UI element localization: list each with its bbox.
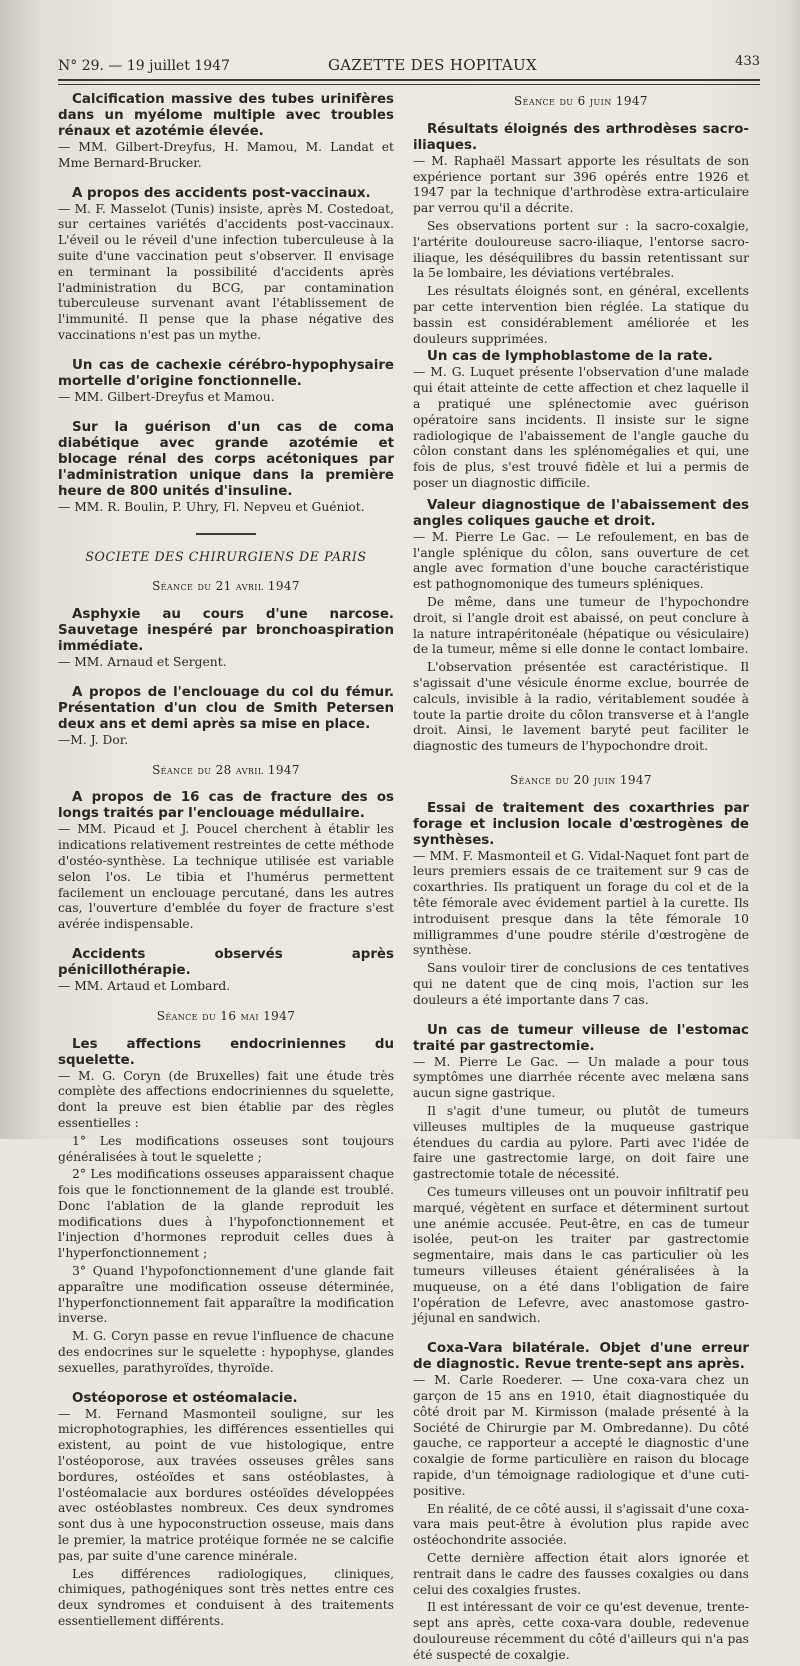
article-title: Sur la guérison d'un cas de coma diabétique avec grande azotémie et blocage rénal des corps acétoniques par l'administration unique dans la première heure de 800 unités d'insuline. [58, 419, 394, 499]
header-rule [58, 79, 760, 81]
article-body: — M. F. Masselot (Tunis) insiste, après M. Costedoat, sur certaines variétés d'accidents post-vaccinaux. L'éveil ou le réveil d'une infection tuberculeuse à la suite d'une vaccination peut s'observer. Il envisage en terminant la possibilité d'accidents après l'administration du BCG, par contamination tuberculeuse survenant avant l'établissement de l'immunité. Il pense que la phase négative des vaccinations n'est pas un mythe. [58, 201, 394, 342]
article-body: — MM. F. Masmonteil et G. Vidal-Naquet font part de leurs premiers essais de ce traitement sur 9 cas de coxarthries. Ils pratiquent un forage du col et de la tête fémorale avec évidement partiel à la curette. Ils introduisent presque dans la tête fémorale 10 milligrammes d'une poudre stérile d'œstrogène de synthèse. [413, 848, 749, 958]
article-authors: — MM. Arnaud et Sergent. [58, 654, 227, 669]
article-title: A propos des accidents post-vaccinaux. [72, 185, 371, 201]
article-title: Les affections endocriniennes du squelette. [58, 1036, 394, 1068]
article-body: — M. G. Coryn (de Bruxelles) fait une étude très complète des affections endocriniennes du squelette, dont la preuve est bien établie par des règles essentielles : [58, 1068, 394, 1130]
article-title: Asphyxie au cours d'une narcose. Sauvetage inespéré par bronchoaspiration immédiate. [58, 606, 394, 654]
journal-title: GAZETTE DES HOPITAUX [328, 56, 537, 74]
article-body: Ces tumeurs villeuses ont un pouvoir infiltratif peu marqué, végètent en surface et déterminent surtout une anémie accusée. Peut-être, en cas de tumeur isolée, peut-on les traiter par gastrectomie segmentaire, mais dans le cas particulier où les tumeurs villeuses étaient généralisées à la muqueuse, on a été dans l'obligation de faire l'opération de Lefevre, avec anastomose gastro-jéjunal en sandwich. [413, 1185, 749, 1326]
page-number: 433 [735, 54, 760, 69]
header-rule-thin [58, 84, 760, 85]
article-body: L'observation présentée est caractéristique. Il s'agissait d'une vésicule énorme exclue, bourrée de calculs, invisible à la radio, véritablement soudée à toute la partie droite du côlon transverse et à l'angle droit. Ainsi, le lavement baryté peut faciliter le diagnostic des tumeurs de l'hypochondre droit. [413, 660, 749, 754]
article-body: — M. Carle Roederer. — Une coxa-vara chez un garçon de 15 ans en 1910, était diagnostiquée du côté droit par M. Kirmisson (malade présenté à la Société de Chirurgie par M. Ombredanne). Du côté gauche, ce rapporteur a accepté le diagnostic d'une coxalgie de forme particulière en raison du blocage rapide, d'un témoignage radiologique et d'une cuti-positive. [413, 1373, 749, 1498]
article-body: — M. G. Luquet présente l'observation d'une malade qui était atteinte de cette affection et chez laquelle il a pratiqué une splénectomie avec guérison opératoire sans incidents. Il insiste sur le signe radiologique de l'abaissement de l'angle gauche du côlon constant dans les splénomégalies et qui, une fois de plus, s'est trouvé fidèle et lui a permis de poser un diagnostic difficile. [413, 365, 749, 490]
article-body: — MM. Picaud et J. Poucel cherchent à établir les indications relativement restreintes de cette méthode d'ostéo-synthèse. La technique utilisée est variable selon l'os. Le tibia et l'humérus permettent facilement un enclouage percutané, dans les autres cas, l'ouverture d'emblée du foyer de fracture s'est avérée indispensable. [58, 822, 395, 932]
society-heading: SOCIETE DES CHIRURGIENS DE PARIS [85, 549, 367, 565]
article-body: De même, dans une tumeur de l'hypochondre droit, si l'angle droit est abaissé, on peut conclure à la nature intrapéritonéale (hépatique ou vésiculaire) de la tumeur, même si elle donne le contact lombaire. [413, 594, 749, 657]
article-body: — M. Pierre Le Gac. — Un malade a pour tous symptômes une diarrhée récente avec melæna sans aucun signe gastrique. [413, 1054, 749, 1101]
article-authors: —M. J. Dor. [58, 732, 129, 747]
session-date: Séance du 20 juin 1947 [510, 772, 652, 787]
article-title: Ostéoporose et ostéomalacie. [72, 1390, 298, 1406]
session-date: Séance du 16 mai 1947 [156, 1008, 296, 1023]
article-body: Sans vouloir tirer de conclusions de ces tentatives qui ne datent que de cinq mois, l'action sur les douleurs a été importante dans 7 cas. [413, 961, 749, 1007]
article-title: Essai de traitement des coxarthries par forage et inclusion locale d'œstrogènes de synthèses. [413, 800, 749, 848]
article-body: Il est intéressant de voir ce qu'est devenue, trente-sept ans après, cette coxa-vara double, redevenue douloureuse récemment du côté d'ailleurs qui n'a pas été suspecté de coxalgie. [413, 1600, 749, 1662]
article-title: Un cas de tumeur villeuse de l'estomac traité par gastrectomie. [413, 1022, 749, 1054]
article-title: Un cas de lymphoblastome de la rate. [427, 349, 713, 365]
article-title: Accidents observés après pénicillothérapie. [58, 946, 394, 978]
article-body: — M. Pierre Le Gac. — Le refoulement, en bas de l'angle splénique du côlon, sans ouverture de cet angle avec formation d'une bouche caractéristique est pathognomonique des tumeurs spléniques. [413, 529, 749, 592]
article-title: Coxa-Vara bilatérale. Objet d'une erreur de diagnostic. Revue trente-sept ans après. [413, 1341, 749, 1373]
article-body: M. G. Coryn passe en revue l'influence de chacune des endocrines sur le squelette : hypophyse, glandes sexuelles, parathyroïdes, thyroïde. [58, 1329, 394, 1375]
session-date: Séance du 28 avril 1947 [152, 762, 300, 777]
article-body: 2° Les modifications osseuses apparaissent chaque fois que le fonctionnement de la glande est troublé. Donc l'ablation de la glande reproduit les modifications dues à l'hypofonctionnement et l'injection d'hormones reproduit celles dues à l'hyperfonctionnement ; [58, 1167, 394, 1261]
article-body: — M. Fernand Masmonteil souligne, sur les microphotographies, les différences essentielles qui existent, au point de vue histologique, entre l'ostéoporose, aux travées osseuses grêles sans bordures, ostéoïdes et sans ostéoblastes, à l'ostéomalacie aux bordures ostéoïdes développées avec ostéoblastes nombreux. Ces deux syndromes sont dus à une hypoconstruction osseuse, mais dans le premier, la matrice protéique formée ne se calcifie pas, par suite d'une carence minérale. [58, 1406, 394, 1563]
article-title: Valeur diagnostique de l'abaissement des angles coliques gauche et droit. [413, 497, 749, 529]
left-column [58, 92, 394, 1632]
session-date: Séance du 21 avril 1947 [152, 579, 300, 594]
article-title: Un cas de cachexie cérébro-hypophysaire mortelle d'origine fonctionnelle. [58, 357, 394, 389]
session-date: Séance du 6 juin 1947 [514, 94, 648, 108]
section-divider [196, 533, 256, 535]
article-title: A propos de 16 cas de fracture des os longs traités par l'enclouage médullaire. [58, 790, 394, 822]
article-body: Les différences radiologiques, cliniques, chimiques, pathogéniques sont très nettes entre ces deux syndromes et conduisent à des traitements essentiellement différents. [58, 1566, 394, 1629]
article-body: Ses observations portent sur : la sacro-coxalgie, l'artérite douloureuse sacro-iliaque, l'entorse sacro-iliaque, les déséquilibres du bassin retentissant sur la 5e lombaire, les déviations vertébrales. [413, 218, 749, 281]
article-title: Calcification massive des tubes urinifères dans un myélome multiple avec troubles rénaux et azotémie élevée. [58, 92, 394, 139]
article-body: — M. Raphaël Massart apporte les résultats de son expérience portant sur 396 opérés entre 1926 et 1947 par la technique d'arthrodèse extra-articulaire par verrou qu'il a décrite. [413, 153, 749, 216]
article-title: A propos de l'enclouage du col du fémur. Présentation d'un clou de Smith Petersen deux ans et demi après sa mise en place. [58, 684, 394, 732]
article-body: Les résultats éloignés sont, en général, excellents par cette intervention bien réglée. La statique du bassin est considérablement améliorée et les douleurs supprimées. [413, 284, 749, 346]
article-authors: — MM. R. Boulin, P. Uhry, Fl. Nepveu et Guéniot. [58, 499, 365, 514]
article-body: 1° Les modifications osseuses sont toujours généralisées à tout le squelette ; [58, 1133, 394, 1164]
article-body: Cette dernière affection était alors ignorée et rentrait dans le cadre des fausses coxalgies ou dans celui des coxalgies frustes. [413, 1550, 749, 1597]
article-body: En réalité, de ce côté aussi, il s'agissait d'une coxa-vara mais peut-être à évolution plus rapide avec ostéochondrite associée. [413, 1501, 749, 1548]
article-authors: — MM. Gilbert-Dreyfus, H. Mamou, M. Landat et Mme Bernard-Brucker. [58, 140, 394, 170]
article-authors: — MM. Gilbert-Dreyfus et Mamou. [58, 389, 275, 404]
article-authors: — MM. Artaud et Lombard. [58, 978, 231, 993]
article-title: Résultats éloignés des arthrodèses sacro-iliaques. [413, 121, 749, 153]
right-column [413, 92, 749, 1666]
article-body: Il s'agit d'une tumeur, ou plutôt de tumeurs villeuses multiples de la muqueuse gastrique étendues du cardia au pylore. Parti avec l'idée de faire une gastrectomie large, on doit faire une gastrectomie totale de nécessité. [413, 1104, 749, 1182]
page-header [58, 54, 760, 76]
issue-date: N° 29. — 19 juillet 1947 [58, 58, 230, 74]
article-body: 3° Quand l'hypofonctionnement d'une glande fait apparaître une modification osseuse déterminée, l'hyperfonctionnement fait apparaître la modification inverse. [58, 1264, 394, 1326]
